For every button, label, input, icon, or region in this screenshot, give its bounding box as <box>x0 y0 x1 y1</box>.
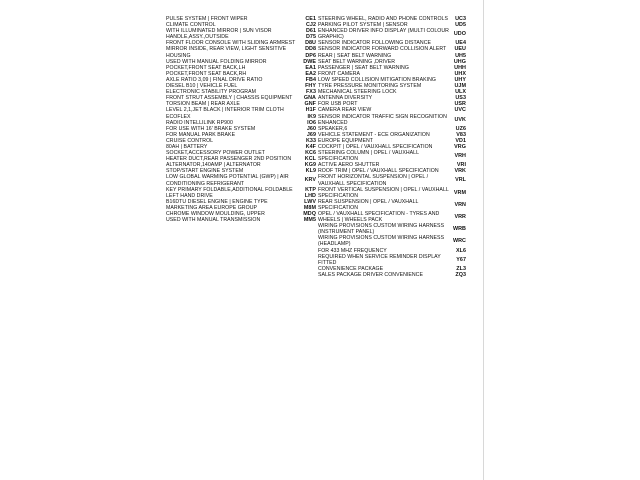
option-description: HOUSING <box>166 52 191 59</box>
option-code: D8U <box>305 40 316 47</box>
option-code: WRC <box>452 238 466 245</box>
option-description: PASSENGER | SEAT BELT WARNING <box>318 64 409 71</box>
option-code: Y67 <box>456 256 466 263</box>
option-description: FRONT VERTICAL SUSPENSION | OPEL / VAUXHALL SPECIFICATION <box>318 186 449 199</box>
option-code: J69 <box>306 131 316 138</box>
option-entry <box>318 114 466 126</box>
option-code: FX3 <box>305 89 316 96</box>
option-entry <box>318 254 466 266</box>
option-description: TYRE PRESSURE MONITORING SYSTEM <box>318 83 422 90</box>
option-code: EA2 <box>305 70 316 77</box>
option-description: USED WITH MANUAL TRANSMISSION <box>166 217 261 224</box>
option-code: UVK <box>454 116 466 123</box>
option-code: VD1 <box>455 137 466 144</box>
option-description: SEAT BELT WARNING ,DRIVER <box>318 58 396 65</box>
option-code: VRL <box>455 177 466 184</box>
option-description: SPEAKER,6 <box>318 125 348 132</box>
option-description: HANDLE,ASSY.,OUTSIDE <box>166 34 229 41</box>
option-description: WITH ILLUMINATED MIRROR | SUN VISOR <box>166 28 272 35</box>
option-code: D75 <box>305 34 316 41</box>
option-code: UEU <box>454 46 466 53</box>
option-code: CJ2 <box>305 22 316 29</box>
option-code: KC6 <box>305 150 316 157</box>
option-entry <box>318 187 466 199</box>
option-code: UVC <box>454 107 466 114</box>
option-entry <box>166 217 316 223</box>
option-code: VRM <box>453 189 466 196</box>
option-code: UZ6 <box>455 125 466 132</box>
option-description: MIRROR INSIDE, REAR VIEW, LIGHT SENSITIVE <box>166 46 287 53</box>
option-code: KL9 <box>305 168 316 175</box>
option-code: GNA <box>303 95 316 102</box>
option-description: CLIMATE CONTROL <box>166 22 216 29</box>
option-code: KCL <box>304 156 316 163</box>
option-description: FOR USE WITH 16' BRAKE SYSTEM <box>166 125 256 132</box>
option-description: FRONT HORIZONTAL SUSPENSION | OPEL / VAUXHALL SPECIFICATION <box>318 174 429 187</box>
option-description: LOW GLOBAL WARMING POTENTIAL (GWP) | AIR CONDITIONING REFRIGERANT <box>166 174 289 187</box>
option-code: UJM <box>454 83 466 90</box>
option-code: USR <box>454 101 466 108</box>
option-code: UHY <box>454 76 466 83</box>
option-description: SENSOR INDICATOR FOLLOWING DISTANCE <box>318 40 432 47</box>
option-description: FRONT STRUT ASSEMBLY | CHASSIS EQUIPMENT <box>166 95 293 102</box>
option-description: FOR USB PORT <box>318 101 358 108</box>
option-description: ENHANCED DRIVER INFO DISPLAY (MULTI COLOUR GRAPHIC) <box>318 28 449 41</box>
option-code: ZL3 <box>456 265 466 272</box>
option-code: US3 <box>455 95 466 102</box>
option-description: LEVEL 2,1,JET BLACK | INTERIOR TRIM CLOTH <box>166 107 284 114</box>
option-description: OPEL / VAUXHALL SPECIFICATION - TYRES AND WHEELS | WHEELS PACK <box>318 211 440 224</box>
option-description: B16DTU DIESEL ENGINE | ENGINE TYPE <box>166 198 268 205</box>
option-code: LHD <box>304 192 316 199</box>
option-description: ECOFLEX <box>166 113 191 120</box>
option-code: IK9 <box>307 113 316 120</box>
option-description: WIRING PROVISIONS CUSTOM WIRING HARNESS (INSTRUMENT PANEL) <box>318 223 445 236</box>
option-code: UE4 <box>455 40 466 47</box>
option-description: ALTERNATOR,140AMP | ALTERNATOR <box>166 162 261 169</box>
option-code: UHX <box>454 70 466 77</box>
option-code: UD5 <box>455 22 466 29</box>
option-description: CAMERA REAR VIEW <box>318 107 372 114</box>
option-code: FB4 <box>305 76 316 83</box>
option-code: VRG <box>454 143 466 150</box>
page-edge-line <box>483 0 484 480</box>
option-code: ULX <box>455 89 466 96</box>
option-code: XL6 <box>455 247 466 254</box>
option-code: VRR <box>454 214 466 221</box>
option-code: MM5 <box>303 217 316 224</box>
option-description: MARKETING AREA EUROPE GROUP <box>166 204 257 211</box>
option-code: VRK <box>454 168 466 175</box>
option-description: LOW SPEED COLLISION MITIGATION BRAKING <box>318 76 436 83</box>
option-entry <box>318 211 466 223</box>
option-description: ELECTRONIC STABILITY PROGRAM <box>166 89 256 96</box>
option-code: K33 <box>305 137 316 144</box>
option-description: FRONT FLOOR CONSOLE WITH SLIDING ARMREST <box>166 40 296 47</box>
option-description: POCKET,FRONT SEAT BACK,LH <box>166 64 246 71</box>
option-description: FOR 433 MHZ FREQUENCY <box>318 247 387 254</box>
option-description: REAR | SEAT BELT WARNING <box>318 52 392 59</box>
option-entry <box>318 272 466 278</box>
option-entry <box>318 235 466 247</box>
option-description: ACTIVE AERO SHUTTER <box>318 162 380 169</box>
option-description: MECHANICAL STEERING LOCK <box>318 89 397 96</box>
option-description: SENSOR INDICATOR TRAFFIC SIGN RECOGNITION ENHANCED <box>318 113 447 126</box>
option-code: D61 <box>305 28 316 35</box>
option-description: POCKET,FRONT SEAT BACK,RH <box>166 70 247 77</box>
option-code: KG9 <box>304 162 316 169</box>
option-description: CHROME WINDOW MOULDING, UPPER <box>166 211 265 217</box>
option-code: DP6 <box>305 52 316 59</box>
option-description: STEERING WHEEL, RADIO AND PHONE CONTROLS <box>318 16 448 22</box>
option-code: WRB <box>452 226 466 233</box>
option-code: KRV <box>304 177 316 184</box>
option-description: SOCKET,ACCESSORY POWER OUTLET <box>166 150 265 157</box>
option-code: UHH <box>454 64 466 71</box>
option-description: FOR MANUAL PARK BRAKE <box>166 131 236 138</box>
option-description: STEERING COLUMN | OPEL / VAUXHALL SPECIFICATION <box>318 150 419 163</box>
option-description: COCKPIT | OPEL / VAUXHALL SPECIFICATION <box>318 143 433 150</box>
option-code: ZQ3 <box>455 271 466 278</box>
option-code: DWE <box>303 58 316 65</box>
option-description: LEFT HAND DRIVE <box>166 192 213 199</box>
option-description: KEY PRIMARY FOLDABLE,ADDITIONAL FOLDABLE <box>166 186 293 193</box>
option-code: VRN <box>454 201 466 208</box>
option-entry <box>166 174 316 186</box>
option-description: FRONT CAMERA <box>318 70 361 77</box>
option-code: IO6 <box>307 119 316 126</box>
option-code: MDQ <box>303 211 316 217</box>
option-description: USED WITH MANUAL FOLDING MIRROR <box>166 58 267 65</box>
option-description: ROOF TRIM | OPEL / VAUXHALL SPECIFICATION <box>318 168 439 175</box>
option-description: RADIO INTELLILINK RP900 <box>166 119 233 126</box>
option-description: STOP/START ENGINE SYSTEM <box>166 168 244 175</box>
option-entry <box>318 223 466 235</box>
option-code: H1F <box>305 107 316 114</box>
option-description: 80AH | BATTERY <box>166 143 208 150</box>
option-code: DD8 <box>305 46 316 53</box>
option-description: ANTENNA DIVERSITY <box>318 95 373 102</box>
option-description: TORSION BEAM | REAR AXLE <box>166 101 240 108</box>
option-code: KTP <box>305 186 316 193</box>
option-code: VRH <box>454 153 466 160</box>
option-description: AXLE RATIO 3,09 | FINAL DRIVE RATIO <box>166 76 263 83</box>
option-description: SENSOR INDICATOR FORWARD COLLISION ALERT <box>318 46 447 53</box>
option-code: V83 <box>456 131 466 138</box>
option-description: DIESEL B10 | VEHICLE FUEL <box>166 83 238 90</box>
left-option-column <box>166 16 316 223</box>
option-code: UH5 <box>455 52 466 59</box>
option-entry <box>318 174 466 186</box>
option-description: CRUISE CONTROL <box>166 137 214 144</box>
option-code: UC3 <box>455 16 466 22</box>
option-description: HEATER DUCT,REAR PASSENGER 2ND POSITION <box>166 156 292 163</box>
option-entry <box>318 28 466 40</box>
option-code: UDO <box>453 31 466 38</box>
option-code: GNF <box>304 101 316 108</box>
option-description: PULSE SYSTEM | FRONT WIPER <box>166 16 248 22</box>
right-option-column <box>318 16 466 278</box>
option-description: REQUIRED WHEN SERVICE REMINDER DISPLAY FITTED <box>318 253 441 266</box>
option-code: K4F <box>305 143 316 150</box>
option-code: FHY <box>305 83 316 90</box>
option-description: CONVENIENCE PACKAGE <box>318 265 384 272</box>
option-description: EUROPE EQUIPMENT <box>318 137 373 144</box>
option-code: M8M <box>303 204 316 211</box>
option-code: LWV <box>304 198 316 205</box>
option-description: SALES PACKAGE DRIVER CONVENIENCE <box>318 271 423 278</box>
option-description: REAR SUSPENSION | OPEL / VAUXHALL SPECIFICATION <box>318 198 419 211</box>
option-code: UHG <box>453 58 466 65</box>
option-description: VEHICLE STATEMENT - ECE ORGANIZATION <box>318 131 430 138</box>
option-description: WIRING PROVISIONS CUSTOM WIRING HARNESS (HEADLAMP) <box>318 235 445 248</box>
option-description: PARKING PILOT SYSTEM | SENSOR <box>318 22 408 29</box>
option-code: EA1 <box>305 64 316 71</box>
option-code: VRI <box>456 162 466 169</box>
option-code: J60 <box>306 125 316 132</box>
option-code: CE1 <box>305 16 316 22</box>
option-entry <box>318 150 466 162</box>
option-entry <box>318 199 466 211</box>
